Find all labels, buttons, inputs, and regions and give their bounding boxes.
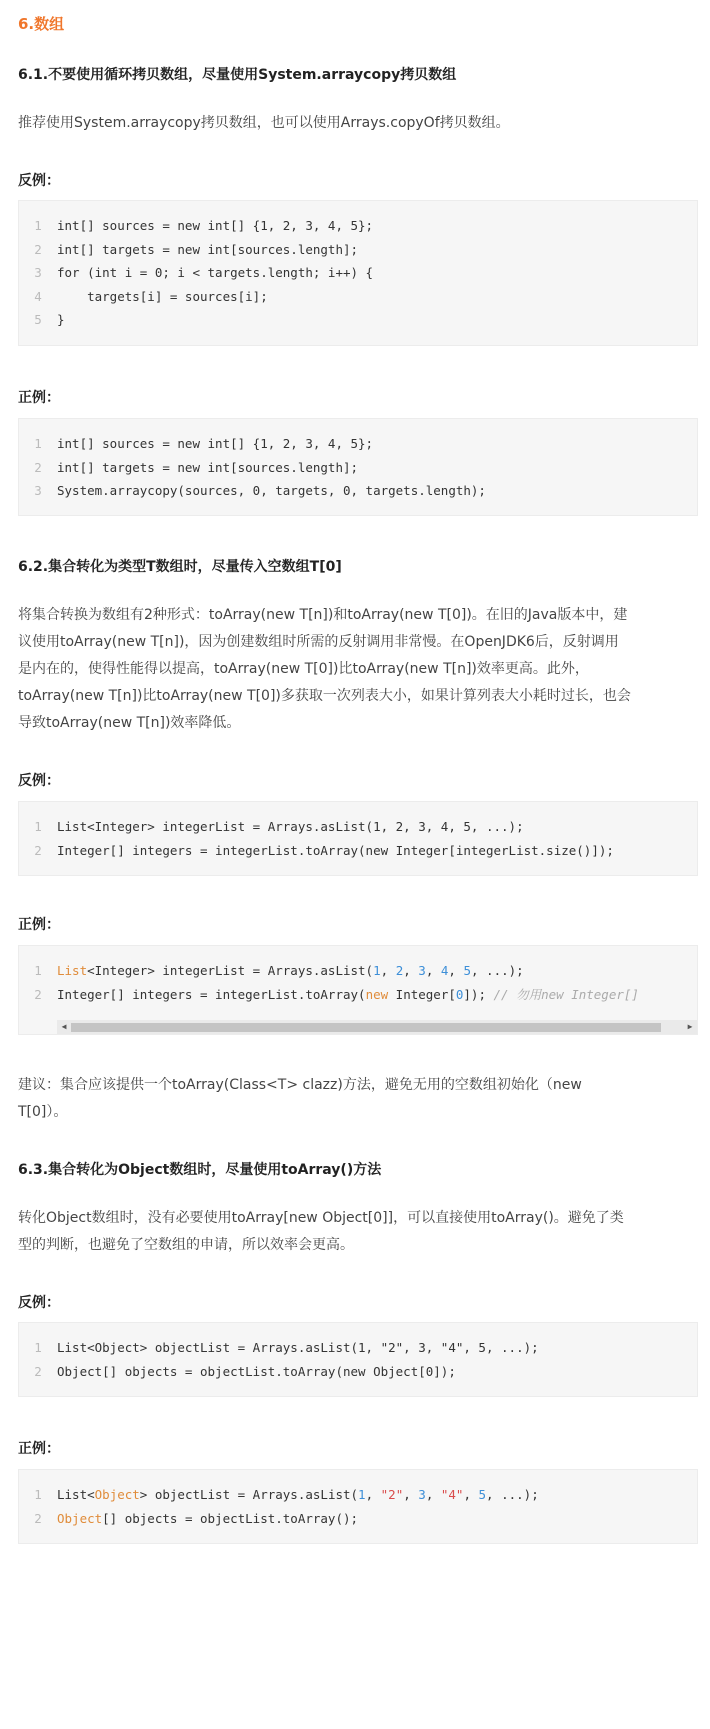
code-token: 3 <box>418 1487 426 1502</box>
good-example-label: 正例： <box>18 1441 60 1457</box>
code-line: 1 List<Integer> integerList = Arrays.asList(1, 2, 3, 4, 5, ...); <box>34 819 524 834</box>
code-token: Integer[ <box>388 987 456 1002</box>
code-token: "2" <box>380 1487 404 1502</box>
highlighted-code <box>57 987 639 1002</box>
subsection-desc-6-1: 推荐使用System.arraycopy拷贝数组，也可以使用Arrays.copyOf拷贝数组。 <box>18 115 510 131</box>
code-token: Object <box>57 1511 103 1526</box>
code-line: 1 int[] sources = new int[] {1, 2, 3, 4, 5}; <box>34 218 374 233</box>
code-token: ]); <box>463 987 494 1002</box>
code-token: <Integer> integerList = Arrays.asList( <box>87 963 374 978</box>
subsection-desc-6-2 <box>18 602 702 737</box>
code-token: , <box>403 963 419 978</box>
code-line: 2 Integer[] integers = integerList.toArray(new Integer[integerList.size()]); <box>34 843 614 858</box>
advice-line: T[0]）。 <box>18 1104 68 1120</box>
code-line: 1 List<Object> objectList = Arrays.asList(1, "2", 3, "4", 5, ...); <box>34 1487 539 1502</box>
code-token: 3 <box>418 963 426 978</box>
code-token: [] objects = objectList.toArray(); <box>102 1511 359 1526</box>
code-token: , <box>365 1487 381 1502</box>
code-line: 2 Object[] objects = objectList.toArray(new Object[0]); <box>34 1364 456 1379</box>
code-token: > objectList = Arrays.asList( <box>139 1487 359 1502</box>
code-token: , ...); <box>486 1487 539 1502</box>
code-token: 0 <box>455 987 464 1002</box>
bad-example-label: 反例： <box>18 773 60 789</box>
code-token: "4" <box>440 1487 464 1502</box>
desc-line: 是内在的，使得性能得以提高，toArray(new T[0])比toArray(new T[n])效率更高。此外， <box>18 661 589 677</box>
bad-example-label: 反例： <box>18 1295 60 1311</box>
good-example-label: 正例： <box>18 390 60 406</box>
code-token: , ...); <box>471 963 524 978</box>
code-block-scrollable[interactable] <box>18 945 698 1035</box>
code-token: , <box>463 1487 479 1502</box>
desc-line: 转化Object数组时，没有必要使用toArray[new Object[0]]，可以直接使用toArray()。避免了类 <box>18 1210 624 1226</box>
code-token: 5 <box>478 1487 487 1502</box>
desc-line: 议使用toArray(new T[n])，因为创建数组时所需的反射调用非常慢。在OpenJDK6后，反射调用 <box>18 634 619 650</box>
code-token: , <box>403 1487 419 1502</box>
subsection-title-6-1: 6.1.不要使用循环拷贝数组，尽量使用System.arraycopy拷贝数组 <box>18 67 457 83</box>
highlighted-code <box>57 1511 358 1526</box>
code-block[interactable] <box>18 1322 698 1397</box>
highlighted-code <box>57 963 524 978</box>
code-block[interactable] <box>18 1469 698 1544</box>
code-line: 2 int[] targets = new int[sources.length]; <box>34 242 359 257</box>
code-line: 5 } <box>34 312 65 327</box>
code-line: 2 Integer[] integers = integerList.toArray(new Integer[0]); // 勿用new Integer[] <box>34 987 639 1002</box>
code-token: List <box>57 963 88 978</box>
subsection-title-6-3: 6.3.集合转化为Object数组时，尽量使用toArray()方法 <box>18 1162 382 1178</box>
desc-line: 将集合转换为数组有2种形式：toArray(new T[n])和toArray(new T[0])。在旧的Java版本中，建 <box>18 607 628 623</box>
scrollbar-thumb[interactable] <box>71 1023 661 1032</box>
code-block[interactable] <box>18 418 698 516</box>
code-token: 4 <box>440 963 449 978</box>
code-line: 1 List<Object> objectList = Arrays.asList(1, "2", 3, "4", 5, ...); <box>34 1340 539 1355</box>
code-block[interactable] <box>18 801 698 876</box>
code-line: 3 for (int i = 0; i < targets.length; i++) { <box>34 265 374 280</box>
code-block[interactable] <box>18 200 698 346</box>
advice-text <box>18 1072 702 1126</box>
code-token: // 勿用new Integer[] <box>493 987 639 1002</box>
code-token: Integer[] integers = integerList.toArray( <box>57 987 366 1002</box>
code-token: new <box>365 987 389 1002</box>
code-token: , <box>425 963 441 978</box>
subsection-title-6-2: 6.2.集合转化为类型T数组时，尽量传入空数组T[0] <box>18 559 342 575</box>
code-token: List< <box>57 1487 95 1502</box>
section-title: 6.数组 <box>18 15 65 33</box>
horizontal-scrollbar[interactable] <box>57 1020 697 1034</box>
code-line: 2 Object[] objects = objectList.toArray(); <box>34 1511 359 1526</box>
code-token: , <box>380 963 396 978</box>
subsection-desc-6-3 <box>18 1205 702 1259</box>
code-line: 1 int[] sources = new int[] {1, 2, 3, 4, 5}; <box>34 436 374 451</box>
code-token: , <box>448 963 464 978</box>
bad-example-label: 反例： <box>18 173 60 189</box>
code-token: 2 <box>395 963 404 978</box>
scroll-left-icon[interactable]: ◀ <box>61 1022 67 1031</box>
code-token: 1 <box>373 963 381 978</box>
code-line: 3 System.arraycopy(sources, 0, targets, 0, targets.length); <box>34 483 486 498</box>
desc-line: 导致toArray(new T[n])效率降低。 <box>18 715 241 731</box>
desc-line: 型的判断，也避免了空数组的申请，所以效率会更高。 <box>18 1237 354 1253</box>
code-token: 5 <box>463 963 471 978</box>
code-token: Object <box>94 1487 140 1502</box>
highlighted-code <box>57 1487 539 1502</box>
code-line: 1 List<Integer> integerList = Arrays.asList(1, 2, 3, 4, 5, ...); <box>34 963 524 978</box>
advice-line: 建议：集合应该提供一个toArray(Class<T> clazz)方法，避免无用的空数组初始化（new <box>18 1077 582 1093</box>
code-token: , <box>425 1487 441 1502</box>
scroll-right-icon[interactable]: ▶ <box>687 1022 693 1031</box>
code-line: 2 int[] targets = new int[sources.length]; <box>34 460 359 475</box>
good-example-label: 正例： <box>18 917 60 933</box>
code-token: 1 <box>358 1487 366 1502</box>
desc-line: toArray(new T[n])比toArray(new T[0])多获取一次列表大小，如果计算列表大小耗时过长，也会 <box>18 688 631 704</box>
code-line: 4 targets[i] = sources[i]; <box>34 289 268 304</box>
